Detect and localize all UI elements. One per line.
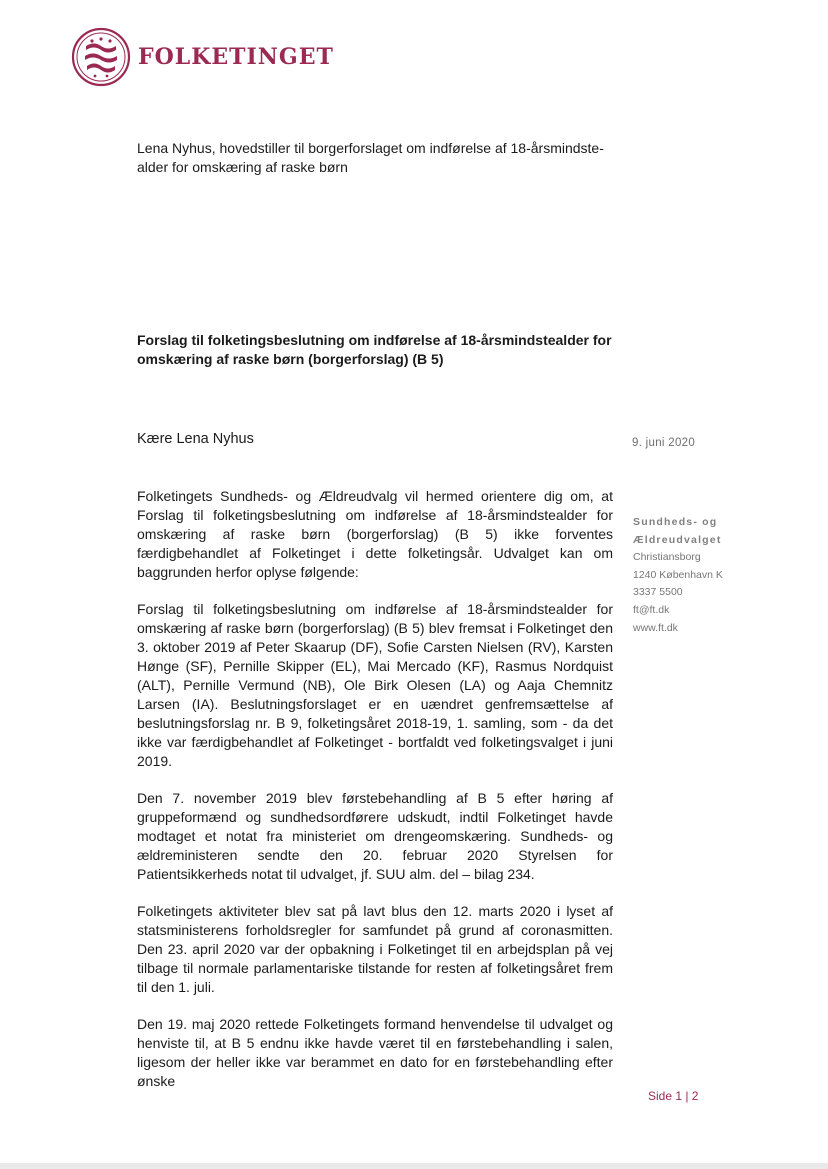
sender-email: ft@ft.dk <box>633 603 670 616</box>
body-paragraph: Forslag til folketingsbeslutning om indførelse af 18-årsmindstealder for omskæring af raske børn (borgerforslag) (B 5) blev fremsat i Folketinget den 3. oktober 2019 af Peter Skaarup (DF), Sofie Carsten Nielsen (RV), Karsten Hønge (SF), Pernille Skipper (EL), Mai Mercado (KF), Rasmus Nordquist (ALT), Pernille Vermund (NB), Ole Birk Olesen (LA) og Aaja Chemnitz Larsen (IA). Beslutningsforslaget er en uændret genfremsættelse af beslutningsforslag nr. B 9, folketingsåret 2018-19, 1. samling, som - da det ikke var færdigbehandlet af Folketinget - bortfaldt ved folketingsvalget i juni 2019. <box>137 601 613 769</box>
body-paragraph: Folketingets Sundheds- og Ældreudvalg vil hermed orientere dig om, at Forslag til folketingsbeslutning om indførelse af 18-årsmindstealder for omskæring af raske børn (borgerforslag) (B 5) ikke forventes færdigbehandlet af Folketinget i dette folketingsår. Udvalget kan om baggrunden herfor oplyse følgende: <box>137 488 613 580</box>
sender-postal: 1240 København K <box>633 568 723 581</box>
subject-line: Forslag til folketingsbeslutning om indførelse af 18-årsmindstealder for <box>137 332 612 348</box>
sender-web: www.ft.dk <box>633 621 678 634</box>
folketinget-coat-of-arms-icon <box>70 26 132 88</box>
recipient-line: alder for omskæring af raske børn <box>137 159 348 175</box>
brand-wordmark: FOLKETINGET <box>138 44 334 70</box>
sender-org: Sundheds- og <box>633 516 718 528</box>
sender-address: Christiansborg <box>633 551 701 564</box>
scan-edge <box>0 1163 828 1169</box>
sender-org: Ældreudvalget <box>633 533 722 546</box>
recipient-line: Lena Nyhus, hovedstiller til borgerforslaget om indførelse af 18-årsmindste- <box>137 140 604 156</box>
letter-date: 9. juni 2020 <box>632 437 696 449</box>
letter-subject <box>137 331 617 369</box>
sender-phone: 3337 5500 <box>633 586 683 599</box>
greeting: Kære Lena Nyhus <box>137 431 254 447</box>
letter-body <box>137 487 613 1109</box>
page-number: Side 1 | 2 <box>648 1089 699 1103</box>
subject-line: omskæring af raske børn (borgerforslag) (B 5) <box>137 351 444 367</box>
body-paragraph: Den 7. november 2019 blev førstebehandling af B 5 efter høring af gruppeformænd og sundhedsordførere udskudt, indtil Folketinget havde modtaget et notat fra ministeriet om drengeomskæring. Sundheds- og ældreministeren sendte den 20. februar 2020 Styrelsen for Patientsikkerheds notat til udvalget, jf. SUU alm. del – bilag 234. <box>137 790 613 882</box>
recipient-block <box>137 139 617 177</box>
body-paragraph: Den 19. maj 2020 rettede Folketingets formand henvendelse til udvalget og henviste til, at B 5 endnu ikke havde været til en førstebehandling i salen, ligesom der heller ikke var berammet en dato for en førstebehandling efter ønske <box>137 1016 613 1089</box>
body-paragraph: Folketingets aktiviteter blev sat på lavt blus den 12. marts 2020 i lyset af statsministerens forholdsregler for samfundet på grund af coronasmitten. Den 23. april 2020 var der opbakning i Folketinget til en arbejdsplan på vej tilbage til normale parlamentariske tilstande for resten af folketingsåret frem til den 1. juli. <box>137 903 613 995</box>
sender-block <box>633 514 723 637</box>
